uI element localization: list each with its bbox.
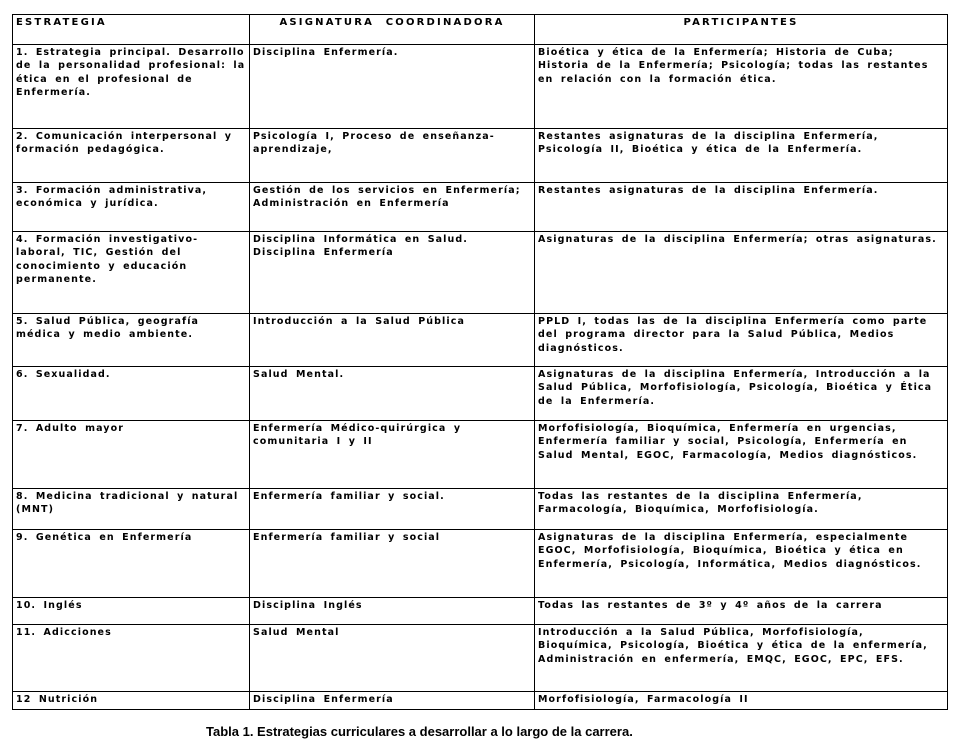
table-caption: Tabla 1. Estrategias curriculares a desarrollar a lo largo de la carrera. [206,724,633,739]
table-row [13,421,948,489]
cell-participantes: Todas las restantes de 3º y 4º años de la carrera [535,598,948,625]
cell-estrategia: 3. Formación administrativa, económica y jurídica. [13,183,250,232]
cell-participantes: Morfofisiología, Bioquímica, Enfermería en urgencias, Enfermería familiar y social, Psicología, Enfermería en Salud Mental, EGOC, Farmacología, Medios diagnósticos. [535,421,948,489]
cell-participantes: Asignaturas de la disciplina Enfermería, especialmente EGOC, Morfofisiología, Bioquímica, Bioética y ética en Enfermería, Psicología, Informática, Medios diagnósticos. [535,530,948,598]
cell-asignatura: Disciplina Enfermería. [250,45,535,129]
cell-asignatura: Introducción a la Salud Pública [250,314,535,367]
table-row [13,489,948,530]
table-header-row [13,15,948,45]
table-row [13,625,948,692]
cell-estrategia: 10. Inglés [13,598,250,625]
header-participantes: PARTICIPANTES [535,15,948,45]
cell-participantes: Bioética y ética de la Enfermería; Historia de Cuba; Historia de la Enfermería; Psicología; todas las restantes en relación con la formación ética. [535,45,948,129]
cell-estrategia: 11. Adicciones [13,625,250,692]
table-row [13,129,948,183]
table-row [13,45,948,129]
cell-asignatura: Disciplina Enfermería [250,692,535,710]
cell-estrategia: 12 Nutrición [13,692,250,710]
cell-participantes: PPLD I, todas las de la disciplina Enfermería como parte del programa director para la Salud Pública, Medios diagnósticos. [535,314,948,367]
cell-asignatura: Psicología I, Proceso de enseñanza-aprendizaje, [250,129,535,183]
table-row [13,232,948,314]
cell-asignatura: Disciplina Informática en Salud. Disciplina Enfermería [250,232,535,314]
cell-estrategia: 8. Medicina tradicional y natural (MNT) [13,489,250,530]
table-row [13,367,948,421]
table-row [13,183,948,232]
header-asignatura-coordinadora: ASIGNATURA COORDINADORA [250,15,535,45]
cell-participantes: Restantes asignaturas de la disciplina Enfermería, Psicología II, Bioética y ética de la Enfermería. [535,129,948,183]
cell-estrategia: 9. Genética en Enfermería [13,530,250,598]
cell-participantes: Todas las restantes de la disciplina Enfermería, Farmacología, Bioquímica, Morfofisiología. [535,489,948,530]
cell-participantes: Restantes asignaturas de la disciplina Enfermería. [535,183,948,232]
table-row [13,530,948,598]
cell-estrategia: 4. Formación investigativo-laboral, TIC, Gestión del conocimiento y educación permanente. [13,232,250,314]
cell-participantes: Asignaturas de la disciplina Enfermería, Introducción a la Salud Pública, Morfofisiología, Psicología, Bioética y Ética de la Enfermería. [535,367,948,421]
cell-estrategia: 7. Adulto mayor [13,421,250,489]
table-row [13,314,948,367]
cell-asignatura: Disciplina Inglés [250,598,535,625]
strategies-table [12,14,948,710]
cell-estrategia: 6. Sexualidad. [13,367,250,421]
cell-asignatura: Salud Mental. [250,367,535,421]
cell-asignatura: Gestión de los servicios en Enfermería; Administración en Enfermería [250,183,535,232]
cell-estrategia: 1. Estrategia principal. Desarrollo de la personalidad profesional: la ética en el profesional de Enfermería. [13,45,250,129]
cell-participantes: Asignaturas de la disciplina Enfermería; otras asignaturas. [535,232,948,314]
cell-asignatura: Enfermería Médico-quirúrgica y comunitaria I y II [250,421,535,489]
header-estrategia: ESTRATEGIA [13,15,250,45]
cell-participantes: Morfofisiología, Farmacología II [535,692,948,710]
cell-asignatura: Enfermería familiar y social [250,530,535,598]
cell-estrategia: 2. Comunicación interpersonal y formación pedagógica. [13,129,250,183]
cell-asignatura: Salud Mental [250,625,535,692]
table-row [13,692,948,710]
cell-participantes: Introducción a la Salud Pública, Morfofisiología, Bioquímica, Psicología, Bioética y ética de la enfermería, Administración en enfermería, EMQC, EGOC, EPC, EFS. [535,625,948,692]
cell-estrategia: 5. Salud Pública, geografía médica y medio ambiente. [13,314,250,367]
cell-asignatura: Enfermería familiar y social. [250,489,535,530]
table-row [13,598,948,625]
